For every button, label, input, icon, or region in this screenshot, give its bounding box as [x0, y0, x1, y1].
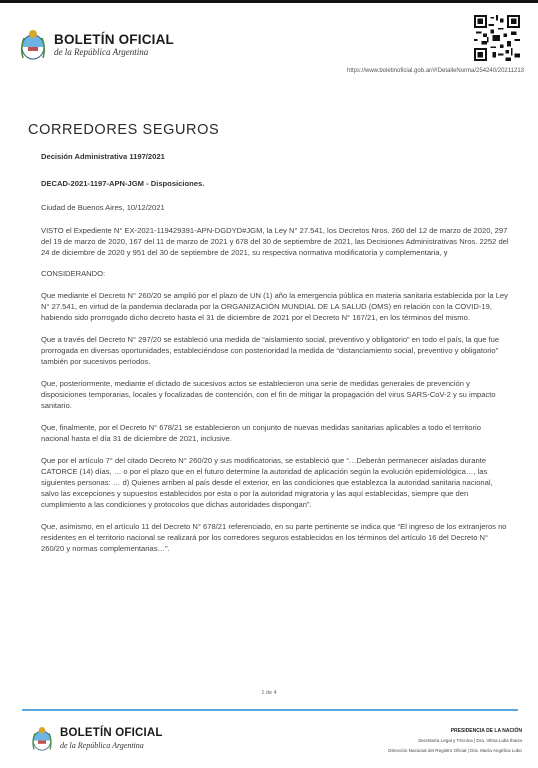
paragraph-5: Que por el artículo 7° del citado Decreto N° 260/20 y sus modificatorias, se estableció que “…Deberán permanecer aisladas durante CATORCE (14) días, … o por el plazo que en el futuro determine la autoridad de aplicación según la evolución epidemiológica…, las siguientes personas: … d) Quienes arriben al país desde el exterior, en las condiciones que establezca la autoridad sanitaria nacional, salvo las excepciones y supuestos establecidos por esta o por la autoridad migratoria y las aquí establecidas, siempre que den cumplimiento a las condiciones y protocolos que dichas autoridades dispongan”. — [41, 456, 493, 509]
place-date: Ciudad de Buenos Aires, 10/12/2021 — [41, 203, 165, 212]
considerando-heading: CONSIDERANDO: — [41, 269, 106, 278]
page-number: 1 de 4 — [261, 690, 277, 696]
decad-reference: DECAD-2021-1197-APN-JGM - Disposiciones. — [41, 179, 205, 188]
argentina-coat-of-arms-icon — [18, 28, 48, 62]
visto-paragraph: VISTO el Expediente N° EX-2021-119429391-APN-DGDYD#JGM, la Ley N° 27.541, los Decretos Nros. 260 del 12 de marzo de 2020, 297 del 19 de marzo de 2020, 167 del 11 de marzo de 2021 y 678 del 30 de septiembre de 2021, las Decisiones Administrativas Nros. 2252 del 24 de diciembre de 2020 y 951 del 30 de septiembre de 2021, su respectiva normativa modificatoria y complementaria, y — [41, 226, 509, 257]
direccion-line: Dirección Nacional del Registro Oficial | Dra. María Angélica Lobo — [388, 748, 522, 753]
boletin-logo-header — [18, 28, 174, 62]
paragraph-1: Que mediante el Decreto N° 260/20 se amplió por el plazo de UN (1) año la emergencia pública en materia sanitaria establecida por la Ley N° 27.541, en virtud de la pandemia declarada por la ORGANIZACIÓN MUNDIAL DE LA SALUD (OMS) en relación con la COVID-19, habiendo sido prorrogado dicho decreto hasta el 31 de diciembre de 2021 por el Decreto N° 167/21, en los términos del mismo. — [41, 291, 508, 322]
footer-brand-title: BOLETÍN OFICIAL — [60, 727, 163, 740]
argentina-coat-of-arms-icon — [30, 725, 54, 753]
top-border — [0, 0, 538, 3]
footer-divider — [22, 709, 518, 711]
presidencia-label: PRESIDENCIA DE LA NACIÓN — [450, 728, 522, 734]
decision-number: Decisión Administrativa 1197/2021 — [41, 152, 165, 161]
page-title: CORREDORES SEGUROS — [28, 122, 220, 138]
footer-credits — [388, 726, 522, 756]
paragraph-6: Que, asimismo, en el artículo 11 del Decreto N° 678/21 referenciado, en su parte pertinente se indica que “El ingreso de los extranjeros no residentes en el territorio nacional se realizará por los corredores seguros establecidos en los términos del artículo 16 del Decreto N° 260/20 y normas complementarias…”. — [41, 522, 507, 553]
document-body — [41, 151, 511, 554]
footer-brand-subtitle: de la República Argentina — [60, 740, 144, 750]
qr-code-icon — [474, 15, 520, 61]
paragraph-3: Que, posteriormente, mediante el dictado de sucesivos actos se establecieron una serie de medidas generales de prevención y disposiciones temporarias, locales y focalizadas de contención, con el fin de mitigar la propagación del virus SARS-CoV-2 y su impacto sanitario. — [41, 379, 496, 410]
boletin-logo-footer — [30, 725, 163, 753]
secretaria-line: Secretaría Legal y Técnica | Dra. Vilma Lidia Ibarra — [418, 738, 522, 743]
paragraph-4: Que, finalmente, por el Decreto N° 678/21 se establecieron un conjunto de nuevas medidas sanitarias aplicables a todo el territorio nacional hasta el día 31 de diciembre de 2021, inclusive. — [41, 423, 481, 443]
brand-title: BOLETÍN OFICIAL — [54, 31, 174, 47]
norma-url[interactable]: https://www.boletinoficial.gob.ar/#!DetalleNorma/254240/20211213 — [347, 68, 524, 74]
paragraph-2: Que a través del Decreto N° 297/20 se estableció una medida de “aislamiento social, preventivo y obligatorio” en todo el país, la que fue prorrogada en diversas oportunidades, estableciéndose con posterioridad la medida de “distanciamiento social, preventivo y obligatorio” también por sucesivos períodos. — [41, 335, 500, 366]
brand-subtitle: de la República Argentina — [54, 47, 149, 58]
